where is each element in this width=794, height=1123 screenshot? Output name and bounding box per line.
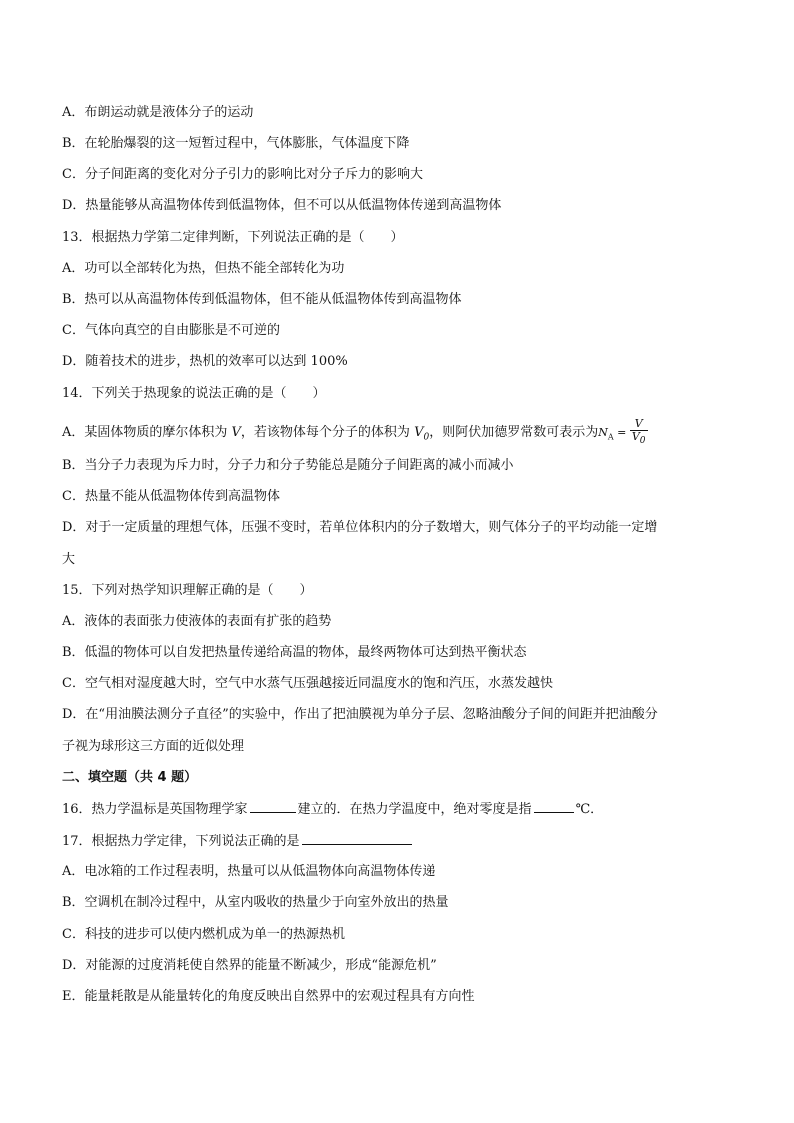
- q17-option-d: D．对能源的过度消耗使自然界的能量不断减少，形成“能源危机”: [62, 958, 437, 973]
- q17-option-e: E．能量耗散是从能量转化的角度反映出自然界中的宏观过程具有方向性: [62, 989, 475, 1004]
- q17-option-c: C．科技的进步可以使内燃机成为单一的热源热机: [62, 927, 345, 942]
- q15-option-b: B．低温的物体可以自发把热量传递给高温的物体，最终两物体可达到热平衡状态: [62, 645, 527, 660]
- q12-option-b: B．在轮胎爆裂的这一短暂过程中，气体膨胀，气体温度下降: [62, 136, 410, 151]
- q14-option-c: C．热量不能从低温物体传到高温物体: [62, 489, 280, 504]
- q13-stem: 13．根据热力学第二定律判断，下列说法正确的是（ ）: [62, 230, 404, 245]
- q16-stem: 16．热力学温标是英国物理学家 建立的．在热力学温度中，绝对零度是指 ℃．: [62, 802, 604, 817]
- q16-blank-1[interactable]: [250, 800, 296, 813]
- q12-option-d: D．热量能够从高温物体传到低温物体，但不可以从低温物体传递到高温物体: [62, 198, 502, 213]
- q14-option-d-line2: 大: [62, 552, 76, 567]
- q15-option-a: A．液体的表面张力使液体的表面有扩张的趋势: [62, 614, 332, 629]
- q17-blank[interactable]: [302, 832, 412, 845]
- q16-blank-2[interactable]: [534, 800, 574, 813]
- q15-option-c: C．空气相对湿度越大时，空气中水蒸气压强越接近同温度水的饱和汽压，水蒸发越快: [62, 676, 553, 691]
- q12-option-c: C．分子间距离的变化对分子引力的影响比对分子斥力的影响大: [62, 167, 423, 182]
- section-heading-fill-in: 二、填空题（共 4 题）: [62, 770, 198, 785]
- q17-option-a: A．电冰箱的工作过程表明，热量可以从低温物体向高温物体传递: [62, 864, 436, 879]
- q17-option-b: B．空调机在制冷过程中，从室内吸收的热量少于向室外放出的热量: [62, 895, 449, 910]
- q12-option-a: A．布朗运动就是液体分子的运动: [62, 105, 254, 120]
- q15-stem: 15．下列对热学知识理解正确的是（ ）: [62, 583, 313, 598]
- q17-stem: 17．根据热力学定律，下列说法正确的是: [62, 832, 732, 851]
- q15-option-d-line2: 子视为球形这三方面的近似处理: [62, 739, 245, 754]
- q13-option-a: A．功可以全部转化为热，但热不能全部转化为功: [62, 261, 345, 276]
- avogadro-fraction: $\frac{V}{V_0}$: [631, 417, 646, 447]
- q14-option-b: B．当分子力表现为斥力时，分子力和分子势能总是随分子间距离的减小而减小: [62, 458, 514, 473]
- q13-option-d: D．随着技术的进步，热机的效率可以达到 100%: [62, 354, 348, 369]
- q13-option-c: C．气体向真空的自由膨胀是不可逆的: [62, 323, 280, 338]
- q14-option-a: A．某固体物质的摩尔体积为 V，若该物体每个分子的体积为 $V_0$，则阿伏加德罗常数可表示为$N_A$ = $\frac{V}{V_0}$: [62, 417, 646, 447]
- q14-stem: 14．下列关于热现象的说法正确的是（ ）: [62, 386, 326, 401]
- q14-option-d-line1: D．对于一定质量的理想气体，压强不变时，若单位体积内的分子数增大，则气体分子的平均动能一定增: [62, 520, 658, 535]
- q15-option-d-line1: D．在“用油膜法测分子直径”的实验中，作出了把油膜视为单分子层、忽略油酸分子间的间距并把油酸分: [62, 707, 658, 722]
- q13-option-b: B．热可以从高温物体传到低温物体，但不能从低温物体传到高温物体: [62, 292, 462, 307]
